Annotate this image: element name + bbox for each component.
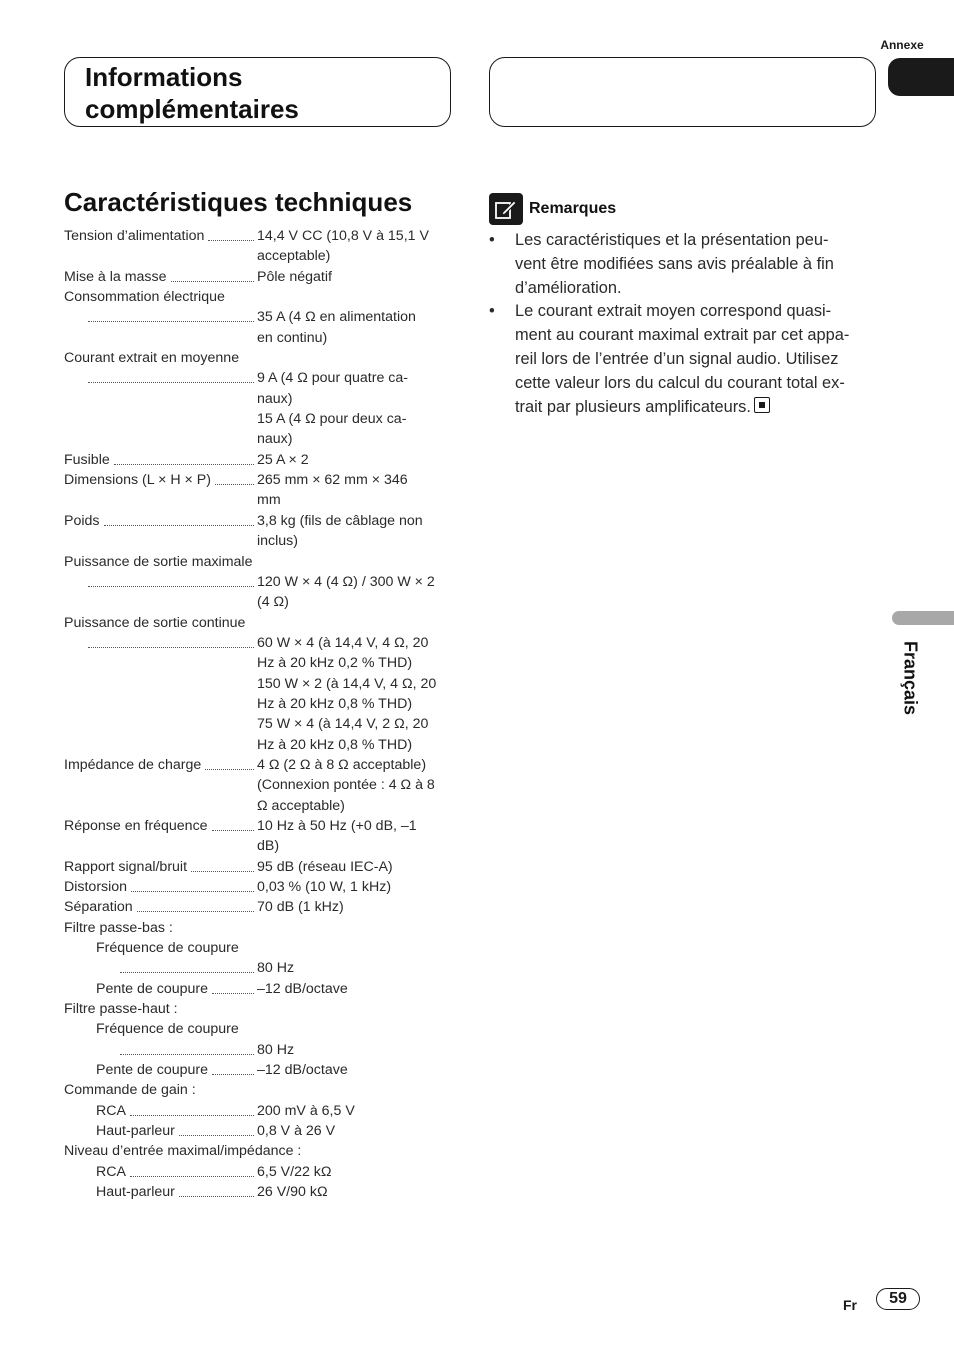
spec-row — [64, 877, 456, 897]
spec-value: 26 V/90 kΩ — [257, 1184, 328, 1201]
spec-row — [64, 755, 456, 816]
spec-value: 6,5 V/22 kΩ — [257, 1163, 332, 1180]
spec-value: 95 dB (réseau IEC-A) — [257, 858, 393, 875]
spec-heading: Niveau d’entrée maximal/impédance : — [64, 1143, 302, 1160]
leader-dots — [114, 450, 254, 465]
spec-row — [64, 1040, 456, 1060]
specs-list — [64, 226, 456, 1203]
spec-label: Fusible — [64, 451, 110, 468]
spec-row — [64, 307, 456, 348]
section-title: Informations complémentaires — [85, 62, 299, 124]
language-label: Français — [900, 640, 921, 716]
spec-value: 265 mm × 62 mm × 346 mm — [257, 472, 408, 509]
section-title-box — [64, 57, 451, 127]
spec-value: Pôle négatif — [257, 268, 332, 285]
spec-heading: Courant extrait en moyenne — [64, 350, 240, 367]
leader-dots — [130, 1162, 254, 1177]
spec-row — [64, 816, 456, 857]
spec-value: 200 mV à 6,5 V — [257, 1102, 355, 1119]
spec-label: Tension d’alimentation — [64, 228, 205, 244]
leader-dots — [88, 307, 254, 322]
note-text: Les caractéristiques et la présentation peu- vent être modifiées sans avis préalable à fin d’amélioration. — [515, 231, 834, 297]
spec-value: 80 Hz — [257, 960, 295, 977]
spec-value: 25 A × 2 — [257, 451, 309, 468]
spec-value: 10 Hz à 50 Hz (+0 dB, –1 dB) — [257, 817, 417, 855]
bullet-icon: • — [489, 231, 495, 249]
spec-value: 3,8 kg (fils de câblage non inclus) — [257, 512, 423, 550]
note-item — [489, 300, 879, 419]
page-title: Caractéristiques techniques — [64, 187, 413, 217]
spec-value: 70 dB (1 kHz) — [257, 899, 344, 916]
spec-row — [64, 857, 456, 877]
spec-row — [64, 226, 456, 267]
spec-row — [64, 1101, 456, 1121]
leader-dots — [130, 1101, 254, 1116]
spec-heading: Puissance de sortie continue — [64, 614, 246, 631]
spec-label: Séparation — [64, 899, 133, 916]
spec-value: 0,03 % (10 W, 1 kHz) — [257, 879, 392, 895]
note-item — [489, 229, 879, 300]
section-tab — [888, 58, 954, 96]
spec-label: Poids — [64, 512, 100, 529]
notes-list — [489, 229, 879, 419]
spec-label: Haut-parleur — [96, 1123, 175, 1140]
spec-label: Pente de coupure — [96, 980, 209, 997]
spec-label: Mise à la masse — [64, 268, 167, 285]
spec-row — [64, 267, 456, 287]
notes-title: Remarques — [529, 200, 617, 217]
footer-lang-code: Fr — [843, 1297, 857, 1313]
leader-dots — [131, 877, 254, 892]
spec-row — [64, 958, 456, 978]
spec-value: 80 Hz — [257, 1041, 295, 1058]
leader-dots — [212, 1060, 254, 1075]
leader-dots — [215, 470, 254, 485]
spec-row — [64, 979, 456, 999]
empty-title-box — [489, 57, 876, 127]
spec-heading: Filtre passe-haut : — [64, 1001, 178, 1018]
spec-label: Rapport signal/bruit — [64, 858, 188, 875]
spec-label: Haut-parleur — [96, 1184, 175, 1201]
spec-label: RCA — [96, 1102, 126, 1119]
spec-value: 60 W × 4 (à 14,4 V, 4 Ω, 20 Hz à 20 kHz 0,2 % THD) 150 W × 2 (à 14,4 V, 4 Ω, 20 Hz à 20 kHz 0,8 % THD) 75 W × 4 (à 14,4 V, 2 Ω, 20 Hz à 20 kHz 0,8 % THD) — [257, 634, 437, 753]
leader-dots — [179, 1182, 254, 1197]
spec-heading: Commande de gain : — [64, 1082, 196, 1099]
spec-row — [64, 572, 456, 613]
language-tab — [892, 611, 954, 625]
leader-dots — [191, 857, 254, 872]
leader-dots — [137, 897, 254, 912]
leader-dots — [212, 816, 254, 831]
spec-label: Distorsion — [64, 879, 128, 895]
leader-dots — [179, 1121, 254, 1136]
spec-label: RCA — [96, 1163, 126, 1180]
spec-value: 14,4 V CC (10,8 V à 15,1 V acceptable) — [257, 228, 429, 265]
spec-label: Dimensions (L × H × P) — [64, 472, 211, 489]
end-mark-icon — [754, 397, 770, 413]
leader-dots — [120, 1040, 254, 1055]
spec-heading: Puissance de sortie maximale — [64, 553, 253, 570]
spec-label: Réponse en fréquence — [64, 817, 208, 834]
spec-row — [64, 1162, 456, 1182]
spec-row — [64, 897, 456, 917]
spec-row — [64, 470, 456, 511]
spec-row — [64, 1060, 456, 1080]
page-number: 59 — [876, 1288, 920, 1310]
bullet-icon: • — [489, 302, 495, 321]
spec-label: Pente de coupure — [96, 1062, 209, 1079]
spec-row — [64, 450, 456, 470]
spec-value: 0,8 V à 26 V — [257, 1123, 336, 1140]
spec-value: –12 dB/octave — [257, 980, 348, 997]
leader-dots — [120, 958, 254, 973]
spec-row — [64, 368, 456, 449]
spec-row — [64, 511, 456, 552]
spec-heading: Consommation électrique — [64, 289, 225, 306]
spec-value: 35 A (4 Ω en alimentation en continu) — [257, 309, 416, 346]
spec-value: –12 dB/octave — [257, 1062, 348, 1079]
leader-dots — [104, 511, 255, 526]
spec-label: Impédance de charge — [64, 756, 202, 773]
pencil-note-icon — [489, 193, 523, 225]
spec-row — [64, 633, 456, 755]
spec-heading: Filtre passe-bas : — [64, 919, 173, 936]
spec-row — [64, 1182, 456, 1202]
leader-dots — [88, 368, 254, 383]
spec-row — [64, 1121, 456, 1141]
spec-value: 120 W × 4 (4 Ω) / 300 W × 2 (4 Ω) — [257, 573, 435, 611]
leader-dots — [88, 572, 254, 587]
spec-heading: Fréquence de coupure — [96, 1021, 239, 1038]
leader-dots — [171, 267, 255, 282]
spec-value: 4 Ω (2 Ω à 8 Ω acceptable) (Connexion pontée : 4 Ω à 8 Ω acceptable) — [257, 756, 435, 814]
spec-heading: Fréquence de coupure — [96, 940, 239, 957]
leader-dots — [208, 226, 254, 241]
leader-dots — [205, 755, 254, 770]
section-label: Annexe — [880, 38, 924, 52]
leader-dots — [88, 633, 254, 648]
leader-dots — [212, 979, 254, 994]
note-text: Le courant extrait moyen correspond quasi- ment au courant maximal extrait par cet appa- reil lors de l’entrée d’un signal audio. Utilisez cette valeur lors du calcul du courant total ex- trait par plusieurs amplificateurs. — [515, 302, 850, 416]
spec-value: 9 A (4 Ω pour quatre ca- naux) 15 A (4 Ω pour deux ca- naux) — [257, 370, 408, 448]
notes-header — [489, 192, 616, 226]
